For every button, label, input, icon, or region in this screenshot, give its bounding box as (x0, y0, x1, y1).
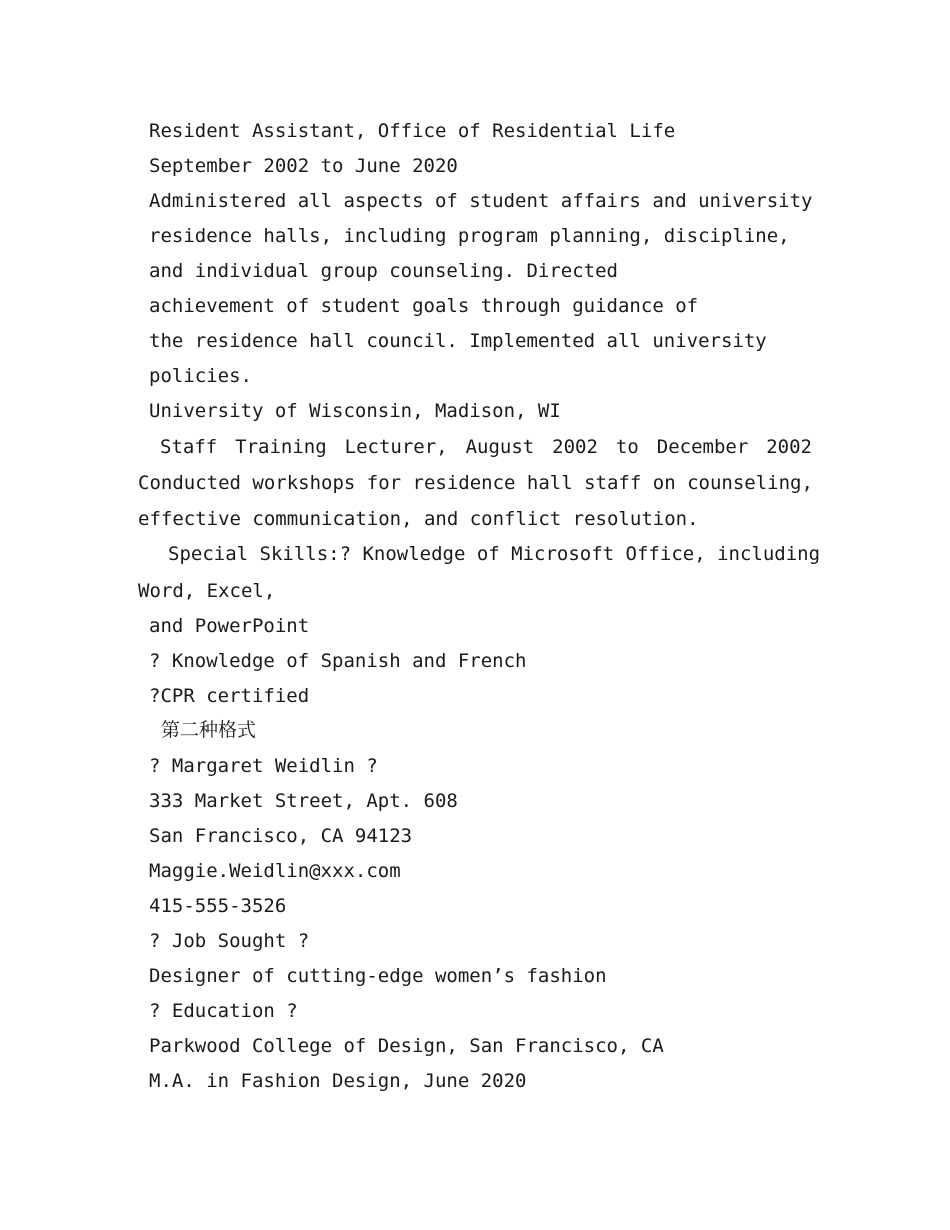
text-line: Administered all aspects of student affairs and university (149, 190, 813, 212)
text-line: achievement of student goals through guidance of (149, 295, 699, 317)
text-line: and individual group counseling. Directed (149, 260, 618, 282)
text-line: 333 Market Street, Apt. 608 (149, 790, 458, 812)
text-line: effective communication, and conflict resolution. (138, 508, 699, 530)
text-line: Staff Training Lecturer, August 2002 to December 2002 (160, 436, 812, 458)
text-line: residence halls, including program planning, discipline, (149, 225, 790, 247)
text-line: Conducted workshops for residence hall staff on counseling, (138, 472, 813, 494)
text-line: Word, Excel, (138, 580, 276, 602)
text-line: University of Wisconsin, Madison, WI (149, 400, 561, 422)
text-line: San Francisco, CA 94123 (149, 825, 413, 847)
text-line: and PowerPoint (149, 615, 310, 637)
text-line: policies. (149, 365, 252, 387)
text-line: Designer of cutting-edge women’s fashion (149, 965, 607, 987)
text-line: Special Skills:? Knowledge of Microsoft Office, including (168, 543, 821, 565)
text-line: September 2002 to June 2020 (149, 155, 458, 177)
text-line: ? Margaret Weidlin ? (149, 755, 378, 777)
section-heading: 第二种格式 (161, 719, 257, 741)
text-line: M.A. in Fashion Design, June 2020 (149, 1070, 527, 1092)
text-line: ? Knowledge of Spanish and French (149, 650, 527, 672)
text-line: ? Education ? (149, 1000, 298, 1022)
text-line: ?CPR certified (149, 685, 310, 707)
text-line: Parkwood College of Design, San Francisco, CA (149, 1035, 664, 1057)
text-line: ? Job Sought ? (149, 930, 310, 952)
text-line: Resident Assistant, Office of Residential Life (149, 120, 676, 142)
text-line: the residence hall council. Implemented all university (149, 330, 767, 352)
text-line: Maggie.Weidlin@xxx.com (149, 860, 401, 882)
text-line: 415-555-3526 (149, 895, 287, 917)
